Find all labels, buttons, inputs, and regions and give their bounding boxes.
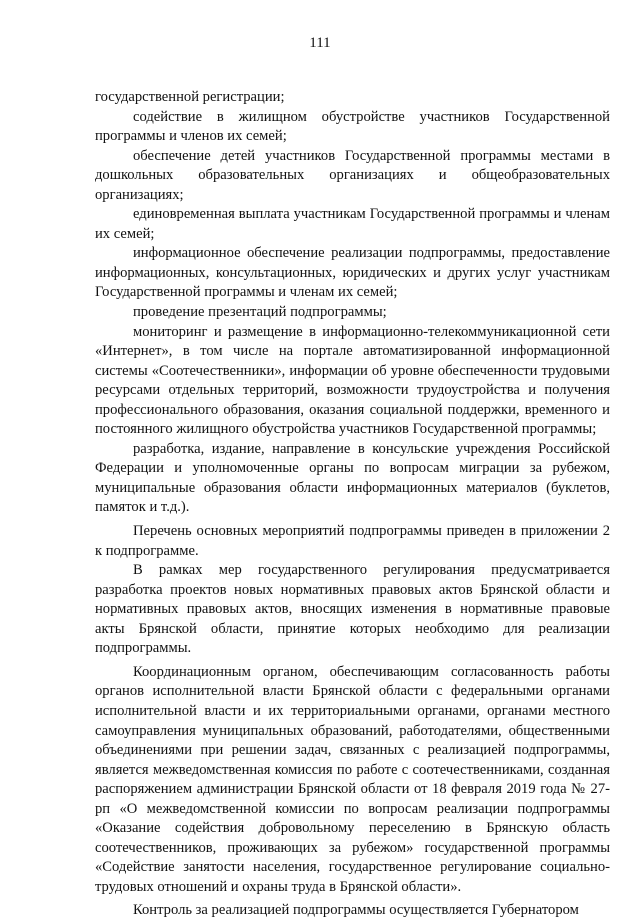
paragraph-materials: разработка, издание, направление в консульские учреждения Российской Федерации и уполномоченные органы по вопросам миграции за рубежом, муниципальные образования области информационных материалов (буклетов, памяток и т.д.). [95,440,610,516]
paragraph-child-education: обеспечение детей участников Государственной программы местами в дошкольных образовательных организациях и общеобразовательных организациях; [95,147,610,203]
paragraph-control: Контроль за реализацией подпрограммы осуществляется Губернатором [133,902,579,919]
paragraph-regulation: В рамках мер государственного регулирования предусматривается разработка проектов новых нормативных правовых актов Брянской области и нормативных правовых актов, вносящих изменения в нормативные правовые акты Брянской области, принятие которых необходимо для реализации подпрограммы. [95,562,610,657]
paragraph-housing-assistance: содействие в жилищном обустройстве участников Государственной программы и членов их семей; [95,108,610,145]
document-body [95,88,610,921]
paragraph-monitoring: мониторинг и размещение в информационно-телекоммуникационной сети «Интернет», в том числе на портале автоматизированной информационной системы «Соотечественники», информации об уровне обеспеченности трудовыми ресурсами отдельных территорий, возможности трудоустройства и получения профессионального образования, оказания социальной поддержки, временного и постоянного жилищного обустройства участников Государственной программы; [95,323,610,438]
paragraph-presentations: проведение презентаций подпрограммы; [133,304,387,321]
paragraph-information-support: информационное обеспечение реализации подпрограммы, предоставление информационных, консультационных, юридических и других услуг участникам Государственной программы и членам их семей; [95,245,610,301]
page-number: 111 [309,35,331,51]
paragraph-state-registration: государственной регистрации; [95,89,285,105]
paragraph-activities-list: Перечень основных мероприятий подпрограммы приведен в приложении 2 к подпрограмме. [95,523,610,559]
paragraph-one-time-payment: единовременная выплата участникам Государственной программы и членам их семей; [95,206,610,242]
paragraph-coordinating-body: Координационным органом, обеспечивающим согласованность работы органов исполнительной власти Брянской области с федеральными органами исполнительной власти и их территориальными органами, органами местного самоуправления муниципальных образований, работодателями, общественными объединениями при решении задач, связанных с реализацией подпрограммы, является межведомственная комиссия по работе с соотечественниками, созданная распоряжением администрации Брянской области от 18 февраля 2019 года № 27-рп «О межведомственной комиссии по вопросам реализации подпрограммы «Оказание содействия добровольному переселению в Брянскую область соотечественников, проживающих за рубежом» государственной программы «Содействие занятости населения, государственное регулирование социально-трудовых отношений и охраны труда в Брянской области». [95,663,610,895]
